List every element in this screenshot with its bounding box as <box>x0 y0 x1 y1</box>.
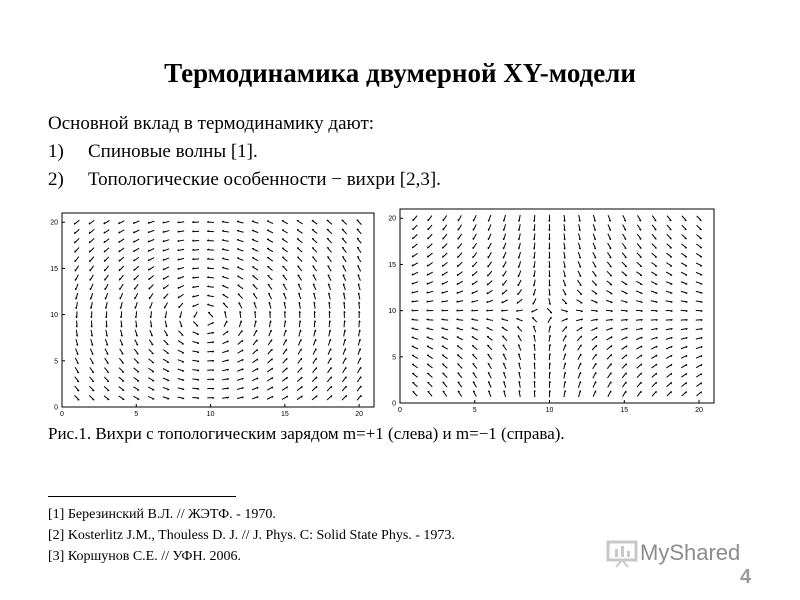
spin-arrow-head <box>196 326 198 327</box>
spin-arrow-head <box>471 319 473 320</box>
spin-arrow-head <box>685 220 687 221</box>
x-tick-label: 0 <box>60 411 64 418</box>
spin-arrow-head <box>533 284 534 286</box>
spin-arrow-head <box>671 373 672 375</box>
spin-arrow-head <box>92 381 94 382</box>
spin-arrow-head <box>77 400 79 401</box>
x-tick-label: 20 <box>695 407 703 414</box>
y-tick-label: 0 <box>392 400 396 408</box>
spin-arrow-head <box>550 335 551 337</box>
spin-arrow-head <box>107 372 109 373</box>
page-number: 4 <box>740 566 752 588</box>
spin-arrow-head <box>442 319 444 320</box>
spin-arrow-head <box>611 345 612 347</box>
x-tick-label: 5 <box>134 411 139 418</box>
spin-arrow-head <box>330 330 331 332</box>
spin-arrow-head <box>442 265 443 267</box>
spin-arrow-head <box>91 307 92 309</box>
spin-arrow-head <box>685 229 687 230</box>
spin-arrow-head <box>222 230 224 231</box>
spin-arrow-head <box>701 392 702 394</box>
spin-arrow-head <box>670 239 672 240</box>
spin-arrow-head <box>518 238 519 240</box>
spin-arrow-head <box>327 247 329 248</box>
spin-arrow-head <box>357 238 359 239</box>
spin-arrow-head <box>596 336 597 338</box>
spin-arrow-head <box>89 223 90 225</box>
spin-arrow-head <box>517 327 519 328</box>
spin-arrow-head <box>150 316 151 318</box>
spin-arrow-head <box>237 221 239 222</box>
spin-arrow-head <box>137 353 139 354</box>
spin-arrow-head <box>342 229 344 230</box>
spin-arrow-head <box>152 353 154 354</box>
y-tick-label: 5 <box>54 358 58 366</box>
spin-arrow-head <box>283 266 285 267</box>
spin-arrow-head <box>610 266 612 267</box>
spin-arrow-head <box>611 311 613 312</box>
spin-arrow-head <box>656 364 657 366</box>
spin-arrow-head <box>655 248 657 249</box>
spin-arrow-head <box>227 331 228 333</box>
spin-arrow-head <box>197 380 199 381</box>
spin-arrow-head <box>457 265 458 267</box>
reference-item: [1] Березинский В.Л. // ЖЭТФ. - 1970. <box>48 507 276 522</box>
x-tick-label: 10 <box>545 407 554 414</box>
spin-arrow-head <box>302 377 303 379</box>
spin-arrow-head <box>302 386 303 388</box>
spin-arrow-head <box>487 345 489 346</box>
spin-arrow-head <box>342 247 344 248</box>
plot-frame <box>400 209 714 403</box>
spin-arrow-head <box>443 373 445 374</box>
spin-arrow-head <box>104 250 105 252</box>
spin-arrow-head <box>135 316 136 318</box>
spin-arrow-head <box>518 220 519 222</box>
spin-arrow-head <box>345 330 346 332</box>
spin-arrow-head <box>357 229 359 230</box>
spin-arrow-head <box>534 238 535 240</box>
spin-arrow-head <box>596 311 598 312</box>
presentation-icon <box>606 538 640 568</box>
spin-arrow-head <box>550 326 551 328</box>
spin-arrow-head <box>167 344 169 345</box>
spin-arrow-head <box>222 258 224 259</box>
spin-arrow-head <box>443 391 445 392</box>
spin-arrow-head <box>595 276 597 277</box>
spin-arrow-head <box>412 319 414 320</box>
spin-arrow-head <box>165 316 166 318</box>
spin-arrow-head <box>517 302 518 304</box>
intro-lead: Основной вклад в термодинамику дают: <box>48 113 375 134</box>
y-tick-label: 5 <box>392 354 396 362</box>
spin-arrow-head <box>565 390 566 392</box>
spin-arrow-head <box>700 220 702 221</box>
spin-arrow-head <box>534 229 535 231</box>
spin-arrow-head <box>360 330 361 332</box>
spin-arrow-head <box>550 312 552 313</box>
spin-arrow-head <box>197 352 199 353</box>
spin-arrow-head <box>119 260 120 262</box>
spin-arrow-head <box>222 221 224 222</box>
spin-arrow-head <box>197 398 199 399</box>
spin-arrow-head <box>300 321 301 323</box>
spin-arrow-head <box>550 353 551 355</box>
spin-arrow-head <box>534 257 535 259</box>
spin-arrow-head <box>272 359 273 361</box>
list-item <box>48 138 441 166</box>
spin-arrow-head <box>487 283 488 285</box>
figure-caption: Рис.1. Вихри с топологическим зарядом m=+1 (слева) и m=−1 (справа). <box>48 424 565 443</box>
watermark-text: MyShared <box>640 540 741 565</box>
spin-arrow-head <box>610 275 612 276</box>
spin-arrow-head <box>315 330 316 332</box>
footnote-divider <box>48 496 236 497</box>
watermark <box>606 538 740 568</box>
spin-arrow-head <box>137 363 139 364</box>
spin-arrow-head <box>488 354 490 355</box>
spin-arrow-head <box>285 321 286 323</box>
x-tick-label: 5 <box>472 407 477 414</box>
spin-arrow-head <box>122 363 124 364</box>
spin-arrow-head <box>256 321 257 323</box>
spin-arrow-head <box>427 256 428 258</box>
spin-arrow-head <box>74 232 75 234</box>
spin-arrow-head <box>316 396 317 398</box>
spin-arrow-head <box>671 302 673 303</box>
spin-arrow-head <box>181 335 183 336</box>
spin-arrow-head <box>565 381 566 383</box>
spin-arrow-head <box>427 328 429 329</box>
reference-item: [2] Kosterlitz J.M., Thouless D. J. // J. Phys. C: Solid State Phys. - 1973. <box>48 528 455 543</box>
spin-arrow-head <box>565 303 567 304</box>
spin-arrow-head <box>182 389 184 390</box>
spin-arrow-head <box>413 237 414 239</box>
y-tick-label: 20 <box>50 219 58 227</box>
vortex-plot-positive <box>44 207 378 421</box>
spin-arrow-head <box>457 364 459 365</box>
spin-arrow-head <box>581 311 583 312</box>
spin-arrow-head <box>625 266 627 267</box>
spin-arrow-head <box>298 266 300 267</box>
spin-arrow-head <box>316 386 317 388</box>
spin-arrow-head <box>626 355 627 357</box>
spin-arrow-head <box>532 318 534 319</box>
spin-arrow-head <box>641 364 642 366</box>
spin-arrow-head <box>182 398 184 399</box>
spin-arrow-head <box>457 319 459 320</box>
spin-arrow-head <box>283 275 285 276</box>
spin-arrow-head <box>105 307 106 309</box>
spin-arrow-head <box>670 220 672 221</box>
list-item-text: Спиновые волны [1]. <box>88 141 258 162</box>
spin-arrow-head <box>208 312 210 313</box>
spin-arrow-head <box>270 321 271 323</box>
spin-arrow-head <box>412 328 414 329</box>
x-tick-label: 15 <box>620 407 629 414</box>
spin-arrow-head <box>76 307 77 309</box>
spin-arrow-head <box>565 372 566 374</box>
vortex-plot-negative <box>380 205 716 417</box>
reference-item: [3] Коршунов С.Е. // УФН. 2006. <box>48 549 242 564</box>
spin-arrow-head <box>428 246 429 248</box>
spin-arrow-head <box>700 293 702 294</box>
y-tick-label: 10 <box>50 312 58 320</box>
spin-arrow-head <box>443 382 445 383</box>
spin-arrow-head <box>671 382 672 384</box>
spin-arrow-head <box>272 368 273 370</box>
x-tick-label: 10 <box>206 411 215 418</box>
intro-block <box>48 110 441 194</box>
spin-arrow-head <box>686 392 687 394</box>
spin-arrow-head <box>197 361 199 362</box>
spin-arrow-head <box>427 319 429 320</box>
spin-arrow-head <box>701 302 703 303</box>
spin-arrow-head <box>297 257 299 258</box>
list-item-text: Топологические особенности − вихри [2,3]. <box>88 169 441 190</box>
x-tick-label: 0 <box>398 407 402 414</box>
spin-arrow-head <box>686 382 687 384</box>
spin-arrow-head <box>655 239 657 240</box>
spin-arrow-head <box>701 383 702 385</box>
spin-arrow-head <box>207 286 209 287</box>
spin-arrow-head <box>207 277 209 278</box>
y-tick-label: 0 <box>54 404 58 412</box>
spin-arrow-head <box>287 368 288 370</box>
spin-arrow-head <box>92 372 94 373</box>
spin-arrow-head <box>656 302 658 303</box>
list-item-number: 1) <box>48 141 64 162</box>
spin-arrow-head <box>458 382 460 383</box>
spin-arrow-head <box>626 311 628 312</box>
y-tick-label: 20 <box>388 215 396 223</box>
spin-arrow-head <box>122 372 124 373</box>
spin-arrow-head <box>656 373 657 375</box>
spin-arrow-head <box>457 274 458 276</box>
spin-arrow-head <box>268 275 270 276</box>
spin-arrow-head <box>107 381 109 382</box>
spin-arrow-head <box>625 257 627 258</box>
spin-arrow-head <box>92 390 94 391</box>
spin-arrow-head <box>550 344 551 346</box>
spin-arrow-head <box>104 241 105 243</box>
spin-arrow-head <box>253 285 255 286</box>
spin-arrow-head <box>518 247 519 249</box>
y-tick-label: 10 <box>388 308 396 316</box>
spin-arrow-head <box>327 257 329 258</box>
spin-arrow-head <box>180 316 181 318</box>
spin-arrow-head <box>670 229 672 230</box>
spin-arrow-head <box>595 285 597 286</box>
spin-arrow-head <box>207 267 209 268</box>
spin-arrow-head <box>257 349 258 351</box>
spin-arrow-head <box>238 294 240 295</box>
spin-arrow-head <box>428 391 430 392</box>
spin-arrow-head <box>518 229 519 231</box>
list-item-number: 2) <box>48 169 64 190</box>
spin-arrow-head <box>74 223 75 225</box>
spin-arrow-head <box>197 389 199 390</box>
spin-arrow-head <box>312 257 314 258</box>
spin-arrow-head <box>77 390 79 391</box>
spin-arrow-head <box>312 248 314 249</box>
spin-arrow-head <box>134 269 135 271</box>
spin-arrow-head <box>163 287 164 289</box>
spin-arrow-head <box>315 321 316 323</box>
spin-arrow-head <box>222 249 224 250</box>
list-item <box>48 166 441 194</box>
spin-arrow-head <box>413 391 415 392</box>
spin-arrow-head <box>89 241 90 243</box>
references <box>48 504 455 567</box>
spin-arrow-head <box>149 278 150 280</box>
spin-arrow-head <box>686 302 688 303</box>
spin-arrow-head <box>357 220 359 221</box>
spin-arrow-head <box>533 275 534 277</box>
spin-arrow-head <box>533 266 534 268</box>
spin-arrow-head <box>77 381 79 382</box>
spin-arrow-head <box>534 248 535 250</box>
spin-arrow-head <box>119 250 120 252</box>
plot-frame <box>62 213 374 407</box>
spin-arrow-head <box>472 274 473 276</box>
spin-arrow-head <box>207 295 209 296</box>
spin-arrow-head <box>502 336 504 337</box>
spin-arrow-head <box>345 321 346 323</box>
spin-arrow-head <box>223 303 225 304</box>
spin-arrow-head <box>458 373 460 374</box>
y-tick-label: 15 <box>50 265 58 273</box>
spin-arrow-head <box>641 302 643 303</box>
spin-arrow-head <box>197 370 199 371</box>
spin-arrow-head <box>342 238 344 239</box>
spin-arrow-head <box>287 377 288 379</box>
spin-arrow-head <box>268 284 270 285</box>
spin-arrow-head <box>502 293 503 295</box>
spin-arrow-head <box>242 340 243 342</box>
spin-arrow-head <box>327 238 329 239</box>
spin-arrow-head <box>486 319 488 320</box>
spin-arrow-head <box>655 229 657 230</box>
spin-arrow-head <box>640 239 642 240</box>
spin-arrow-head <box>640 248 642 249</box>
spin-arrow-head <box>412 246 413 248</box>
spin-arrow-head <box>89 232 90 234</box>
spin-arrow-head <box>428 382 430 383</box>
spin-arrow-head <box>640 257 642 258</box>
x-tick-label: 20 <box>355 411 364 418</box>
spin-arrow-head <box>222 240 224 241</box>
spin-arrow-head <box>473 363 475 364</box>
y-tick-label: 15 <box>388 261 396 269</box>
spin-arrow-head <box>472 354 474 355</box>
spin-arrow-head <box>331 395 332 397</box>
spin-arrow-head <box>330 321 331 323</box>
spin-arrow-head <box>580 294 582 295</box>
x-tick-label: 15 <box>280 411 289 418</box>
spin-arrow-head <box>442 256 443 258</box>
slide-title: Термодинамика двумерной XY-модели <box>164 58 636 88</box>
